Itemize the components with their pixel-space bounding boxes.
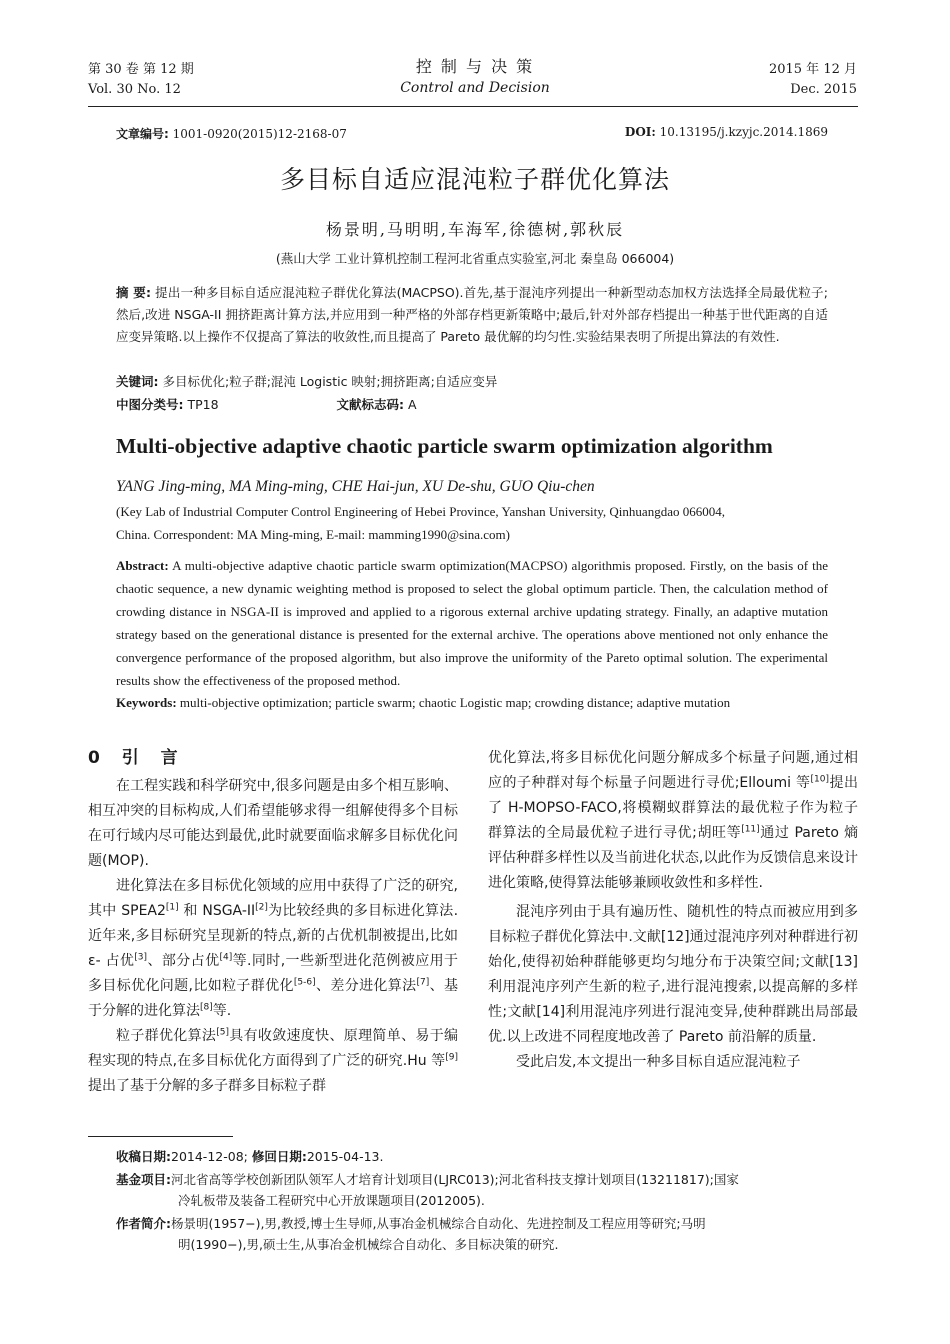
keywords-cn: 关键词: 多目标优化;粒子群;混沌 Logistic 映射;拥挤距离;自适应变异 [116,374,498,389]
paragraph: 粒子群优化算法[5]具有收敛速度快、原理简单、易于编程实现的特点,在多目标优化方面得到了广泛的研究.Hu 等[9]提出了基于分解的多子群多目标粒子群 [88,1027,458,1094]
body-right-column [488,746,858,1075]
citation: [3] [134,952,148,963]
doi: DOI: 10.13195/j.kzyjc.2014.1869 [624,125,828,139]
authors-en: YANG Jing-ming, MA Ming-ming, CHE Hai-jun, XU De-shu, GUO Qiu-chen [116,478,595,495]
body-left-column [88,746,458,1099]
affiliation-cn: (燕山大学 工业计算机控制工程河北省重点实验室,河北 秦皇岛 066004) [275,251,675,266]
citation: [5] [216,1027,229,1038]
title-cn: 多目标自适应混沌粒子群优化算法 [279,165,670,194]
abstract-cn-label: 摘 要: [116,285,151,300]
citation: [5-6] [293,977,316,988]
paragraph: 受此启发,本文提出一种多目标自适应混沌粒子 [516,1054,801,1070]
citation: [10] [810,774,829,785]
abstract-en [116,554,828,692]
header-date-en: Dec. 2015 [790,82,857,97]
paragraph: 在工程实践和科学研究中,很多问题是由多个相互影响、相互冲突的目标构成,人们希望能够求得一组解使得多个目标在可行域内尽可能达到最优,此时就要面临求解多目标优化问题(MOP). [88,778,458,869]
header-issue-cn: 第 30 卷 第 12 期 [88,62,194,77]
affiliation-en: (Key Lab of Industrial Computer Control Engineering of Hebei Province, Yanshan University, Qinhuangdao 066004, China. Correspondent: MA Ming-ming, E-mail: mamming1990@sina.com) [116,504,725,542]
paragraph-tail: 优化算法,将多目标优化问题分解成多个标量子问题,通过相应的子种群对每个标量子问题进行寻优;Elloumi 等 [488,750,858,791]
paragraph: 进化算法在多目标优化领域的应用中获得了广泛的研究,其中 SPEA2[1] 和 NSGA-II[2]为比较经典的多目标进化算法.近年来,多目标研究呈现新的特点,新的占优机制被提出,比如 ε- 占优[3]、部分占优[4]等.同时,一些新型进化范例被应用于多目标优化问题,比如粒子群优化[5-6]、差分进化算法[7]、基于分解的进化算法[8]等. [88,878,459,1019]
abstract-en-text: A multi-objective adaptive chaotic particle swarm optimization(MACPSO) algorithmis proposed. Firstly, on the basis of the chaotic sequence, a new dynamic weighting method is proposed to select the global optimum particle. Then, the calculation method of crowding distance in NSGA-II is improved and applied to a rigorous external archive updating strategy. Finally, an adaptive mutation strategy based on the generational distance is presented for the external archive. The operations above mentioned not only enhance the convergence performance of the proposed algorithm, but also improve the uniformity of the Pareto optimal solution. The experimental results show the effectiveness of the proposed method. [116,558,828,688]
citation: [7] [416,977,430,988]
keywords-en: Keywords: multi-objective optimization; particle swarm; chaotic Logistic map; crowding distance; adaptive mutation [116,695,731,710]
citation: [8] [200,1002,213,1013]
citation: [2] [255,902,268,913]
header-rule [88,106,858,107]
abstract-en-label: Abstract: [116,558,169,573]
article-number: 文章编号: 1001-0920(2015)12-2168-07 [116,127,347,141]
citation: [1] [165,902,179,913]
abstract-cn-text: 提出一种多目标自适应混沌粒子群优化算法(MACPSO).首先,基于混沌序列提出一种新型动态加权方法选择全局最优粒子;然后,改进 NSGA-II 拥挤距离计算方法,并应用到一种严格的外部存档更新策略中;最后,针对外部存档提出一种基于世代距离的自适应变异策略.以上操作不仅提高了算法的收敛性,而且提高了 Pareto 最优解的均匀性.实验结果表明了所提出算法的有效性. [116,285,828,344]
citation: [9] [445,1052,458,1063]
paragraph: 混沌序列由于具有遍历性、随机性的特点而被应用到多目标粒子群优化算法中.文献[12]通过混沌序列对种群进行初始化,使得初始种群能够更均匀地分布于决策空间;文献[13]利用混沌序列产生新的粒子,进行混沌搜索,以提高解的多样性;文献[14]利用混沌序列进行混沌变异,使种群跳出局部最优.以上改进不同程度地改善了 Pareto 前沿解的质量. [488,904,858,1045]
title-en: Multi-objective adaptive chaotic particle swarm optimization algorithm [116,434,773,458]
section-heading: 0 引 言 [88,748,186,768]
authors-cn: 杨景明,马明明,车海军,徐德树,郭秋辰 [325,220,625,239]
header-date [769,60,857,100]
abstract-cn [116,282,828,348]
footnote-dates: 收稿日期:2014-12-08; 修回日期:2015-04-13. [116,1149,384,1164]
footnotes [116,1146,828,1255]
header-date-cn: 2015 年 12 月 [768,62,857,77]
footnote-bio: 作者简介:杨景明(1957−),男,教授,博士生导师,从事冶金机械综合自动化、先进控制及工程应用等研究;马明 明(1990−),男,硕士生,从事冶金机械综合自动化、多目标决策的研究. [116,1216,706,1252]
classification-cn: 中图分类号: TP18 文献标志码: A [116,397,417,412]
paragraph-continued: 优化算法,将多目标优化问题分解成多个标量子问题,通过相应的子种群对每个标量子问题进行寻优;Elloumi 等[10]提出了 H-MOPSO-FACO,将模糊蚁群算法的最优粒子作为粒子群算法的全局最优粒子进行寻优;胡旺等[11]通过 Pareto 熵评估种群多样性以及当前进化状态,以此作为反馈信息来设计进化策略,使得算法能够兼顾收敛性和多样性. [488,750,858,891]
citation: [4] [219,952,233,963]
journal-name-cn: 控 制 与 决 策 [415,57,535,76]
journal-name-en: Control and Decision [400,80,550,96]
header-issue-en: Vol. 30 No. 12 [88,82,181,97]
footnote-fund: 基金项目:河北省高等学校创新团队领军人才培育计划项目(LJRC013);河北省科技支撑计划项目(13211817);国家 冷轧板带及装备工程研究中心开放课题项目(2012005). [116,1172,739,1208]
citation: [11] [741,824,760,835]
footnote-rule [88,1136,233,1137]
